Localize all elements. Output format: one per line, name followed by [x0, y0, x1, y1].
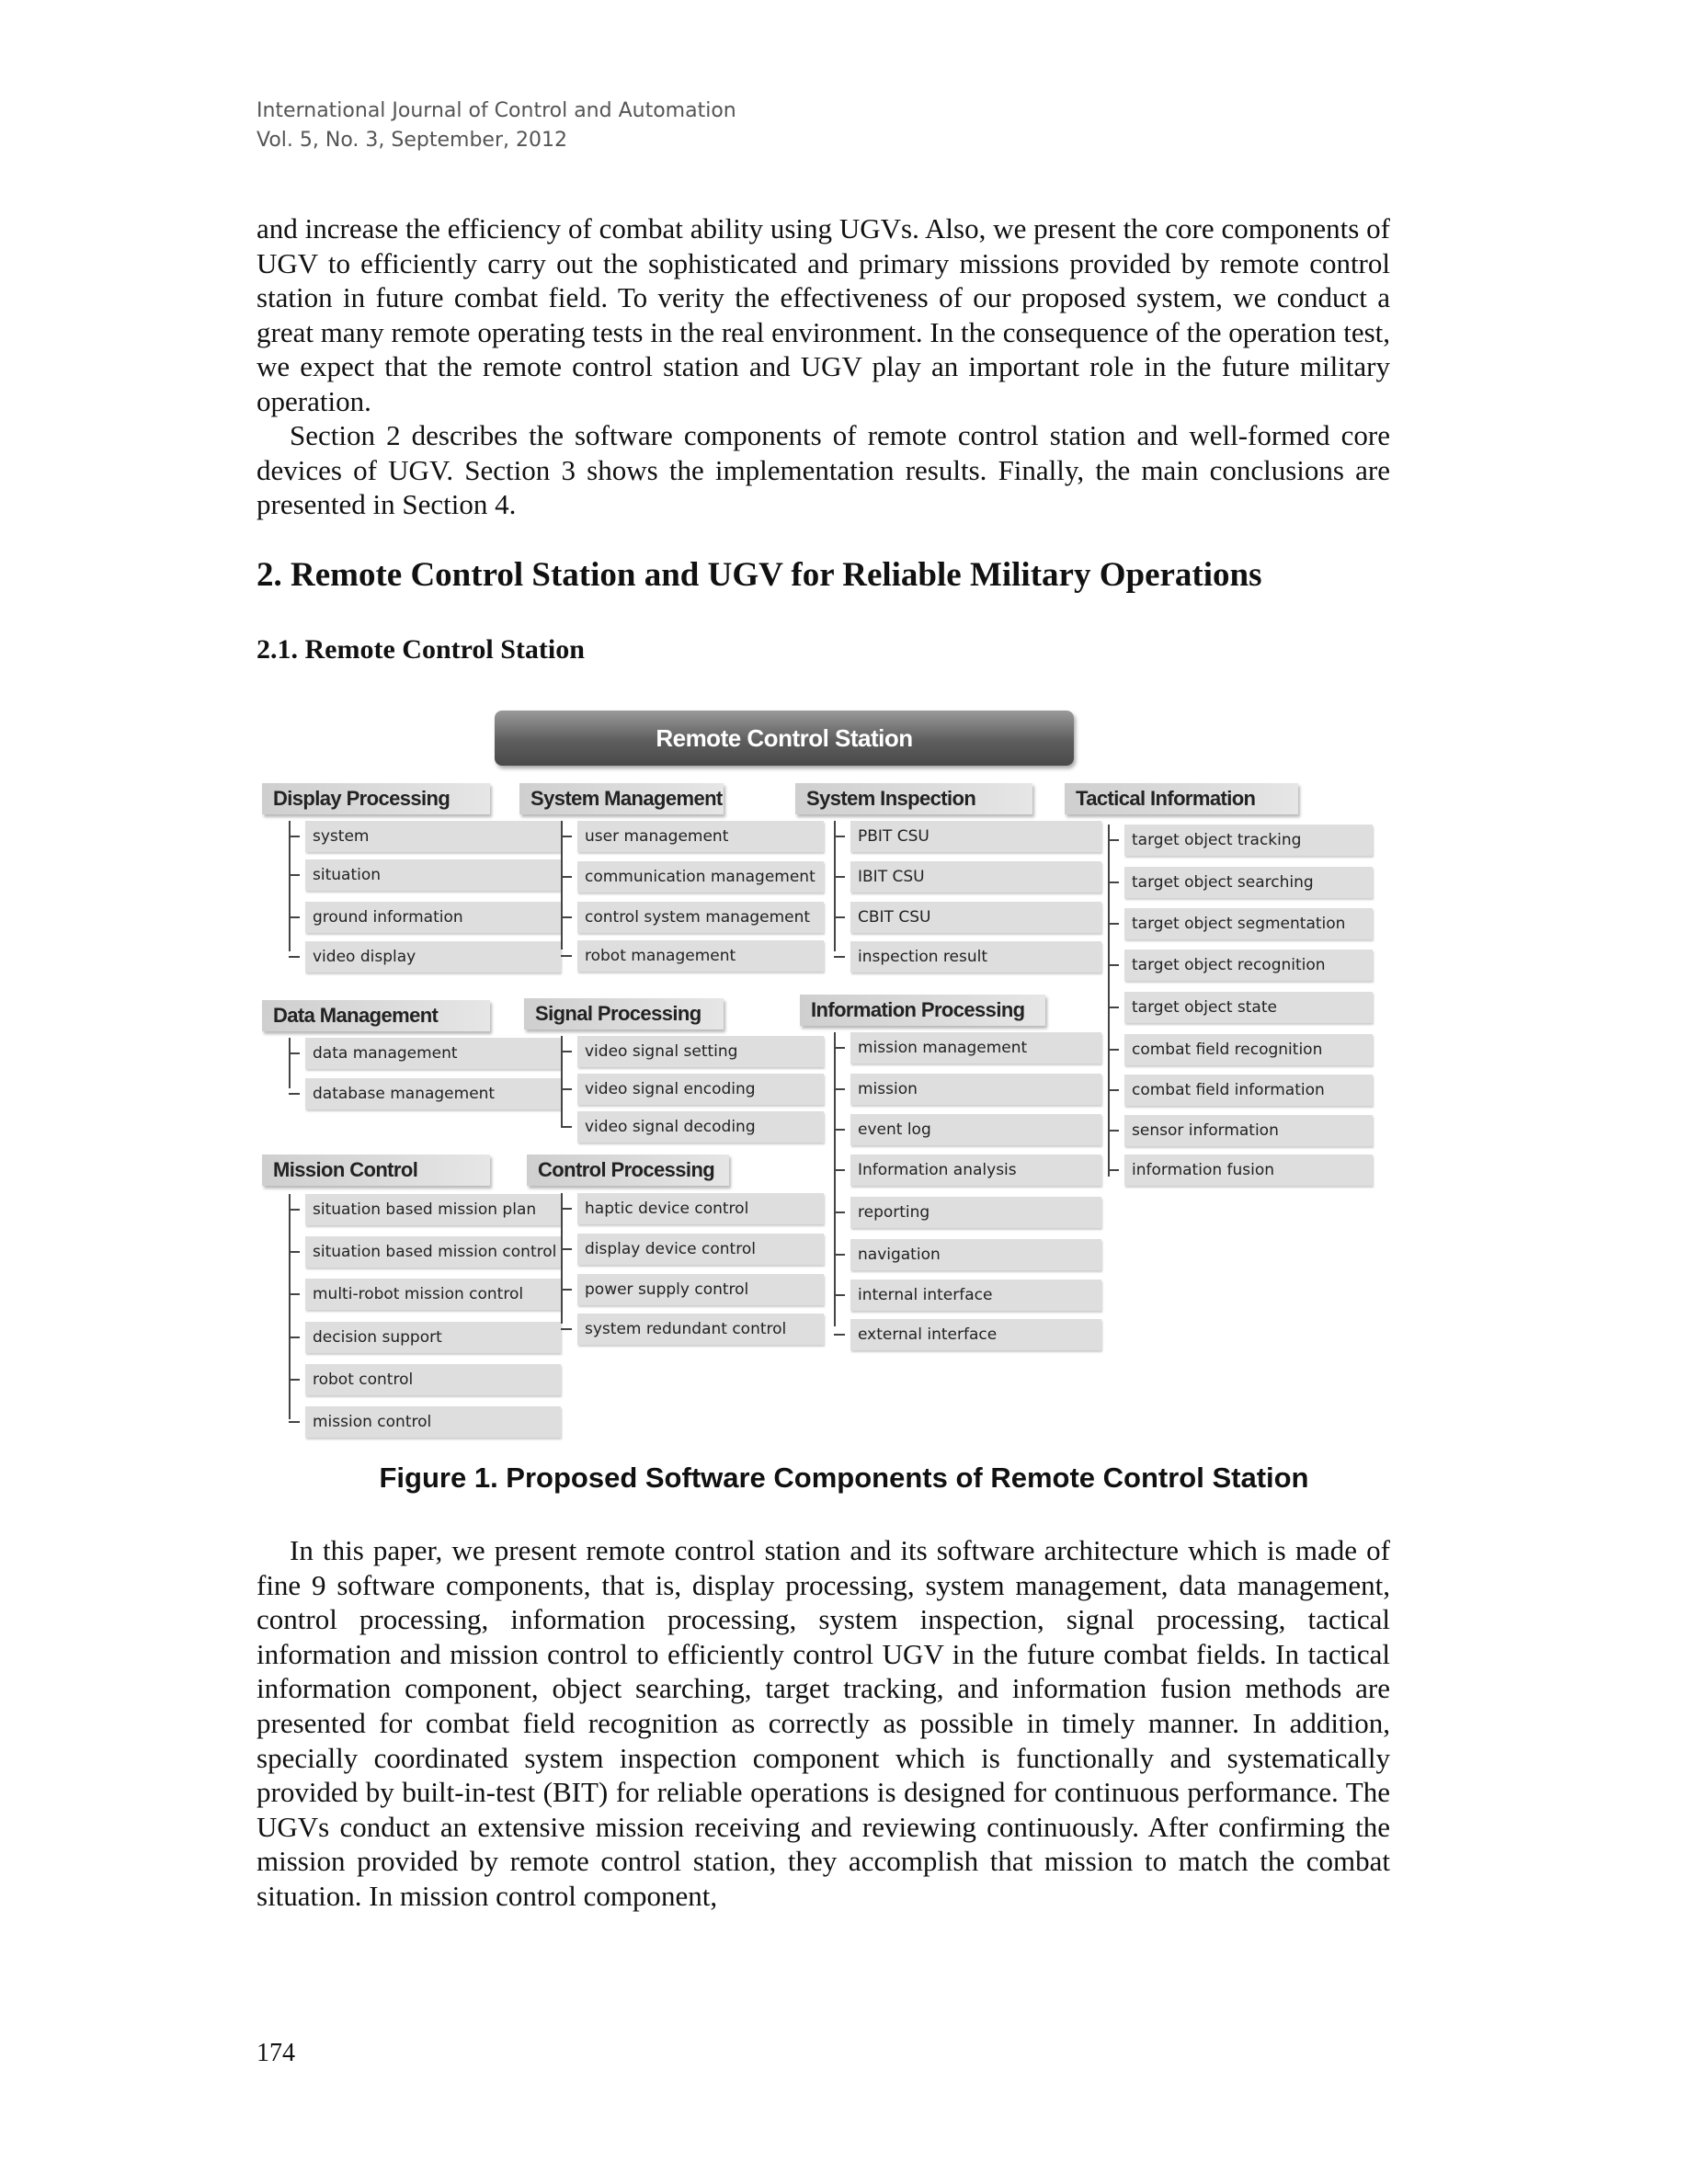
leaf-communication-management: communication management [577, 861, 824, 893]
leaf-system-redundant-control: system redundant control [577, 1314, 824, 1345]
paragraph-outline: Section 2 describes the software components of remote control station and well-formed core devices of UGV. Section 3 shows the implementation results. Finally, the main conclusions are presented in Section 4. [257, 419, 1390, 521]
leaf-external-interface: external interface [850, 1319, 1101, 1350]
leaf-mission: mission [850, 1074, 1101, 1105]
leaf-cbit-csu: CBIT CSU [850, 902, 1101, 933]
figure-caption: Figure 1. Proposed Software Components of Remote Control Station [379, 1462, 1309, 1494]
leaf-decision-support: decision support [305, 1322, 561, 1353]
leaf-system: system [305, 821, 561, 852]
leaf-reporting: reporting [850, 1197, 1101, 1228]
leaf-database-management: database management [305, 1078, 561, 1109]
leaf-data-management: data management [305, 1038, 561, 1069]
journal-volume: Vol. 5, No. 3, September, 2012 [257, 129, 567, 152]
leaf-event-log: event log [850, 1114, 1101, 1145]
leaf-situation-based-mission-control: situation based mission control [305, 1236, 561, 1268]
leaf-pbit-csu: PBIT CSU [850, 821, 1101, 852]
leaf-video-signal-decoding: video signal decoding [577, 1111, 824, 1143]
component-mission-control: Mission Control [262, 1155, 490, 1186]
leaf-display-device-control: display device control [577, 1234, 824, 1265]
leaf-information-fusion: information fusion [1124, 1155, 1373, 1186]
leaf-target-object-recognition: target object recognition [1124, 950, 1373, 981]
leaf-inspection-result: inspection result [850, 941, 1101, 973]
journal-title: International Journal of Control and Automation [257, 99, 736, 122]
leaf-multi-robot-mission-control: multi-robot mission control [305, 1279, 561, 1310]
section-heading: 2. Remote Control Station and UGV for Reliable Military Operations [257, 556, 1262, 594]
leaf-video-signal-encoding: video signal encoding [577, 1074, 824, 1105]
component-tactical-information: Tactical Information [1065, 783, 1298, 814]
leaf-navigation: navigation [850, 1239, 1101, 1270]
leaf-mission-control: mission control [305, 1406, 561, 1438]
paragraph-architecture: In this paper, we present remote control station and its software architecture which is made of fine 9 software components, that is, display processing, system management, data management, control processing, information processing, system inspection, signal processing, tactical information and mission control to efficiently control UGV in the future combat fields. In tactical information component, object searching, target tracking, and information fusion methods are presented for combat field recognition as correctly as possible in timely manner. In addition, specially coordinated system inspection component which is functionally and systematically provided by built-in-test (BIT) for reliable operations is designed for continuous performance. The UGVs conduct an extensive mission receiving and reviewing continuously. After confirming the mission provided by remote control station, they accomplish that mission to match the combat situation. In mission control component, [257, 1534, 1390, 1912]
leaf-ground-information: ground information [305, 902, 561, 933]
component-display-processing: Display Processing [262, 783, 490, 814]
leaf-video-signal-setting: video signal setting [577, 1036, 824, 1067]
leaf-sensor-information: sensor information [1124, 1115, 1373, 1146]
component-information-processing: Information Processing [800, 995, 1045, 1026]
leaf-ibit-csu: IBIT CSU [850, 861, 1101, 893]
page-number: 174 [257, 2039, 295, 2067]
leaf-video-display: video display [305, 941, 561, 973]
figure-architecture-diagram [257, 708, 1397, 1443]
leaf-combat-field-information: combat field information [1124, 1075, 1373, 1106]
leaf-target-object-searching: target object searching [1124, 867, 1373, 898]
leaf-internal-interface: internal interface [850, 1280, 1101, 1311]
leaf-combat-field-recognition: combat field recognition [1124, 1034, 1373, 1065]
leaf-target-object-state: target object state [1124, 992, 1373, 1023]
component-control-processing: Control Processing [527, 1155, 729, 1186]
component-data-management: Data Management [262, 1000, 490, 1031]
running-header [257, 97, 736, 155]
leaf-information-analysis: Information analysis [850, 1155, 1101, 1186]
subsection-heading: 2.1. Remote Control Station [257, 634, 585, 665]
leaf-control-system-management: control system management [577, 902, 824, 933]
leaf-situation-based-mission-plan: situation based mission plan [305, 1194, 561, 1225]
leaf-haptic-device-control: haptic device control [577, 1193, 824, 1224]
leaf-user-management: user management [577, 821, 824, 852]
component-signal-processing: Signal Processing [524, 998, 724, 1029]
leaf-mission-management: mission management [850, 1032, 1101, 1064]
leaf-robot-control: robot control [305, 1364, 561, 1395]
leaf-power-supply-control: power supply control [577, 1274, 824, 1305]
root-node: Remote Control Station [495, 711, 1074, 766]
leaf-robot-management: robot management [577, 940, 824, 972]
component-system-management: System Management [519, 783, 724, 814]
paragraph-intro: and increase the efficiency of combat ability using UGVs. Also, we present the core components of UGV to efficiently carry out the sophisticated and primary missions provided by remote control station in future combat field. To verity the effectiveness of our proposed system, we conduct a great many remote operating tests in the real environment. In the consequence of the operation test, we expect that the remote control station and UGV play an important role in the future military operation. [257, 212, 1390, 417]
leaf-situation: situation [305, 859, 561, 891]
component-system-inspection: System Inspection [795, 783, 1032, 814]
leaf-target-object-segmentation: target object segmentation [1124, 908, 1373, 939]
leaf-target-object-tracking: target object tracking [1124, 825, 1373, 856]
